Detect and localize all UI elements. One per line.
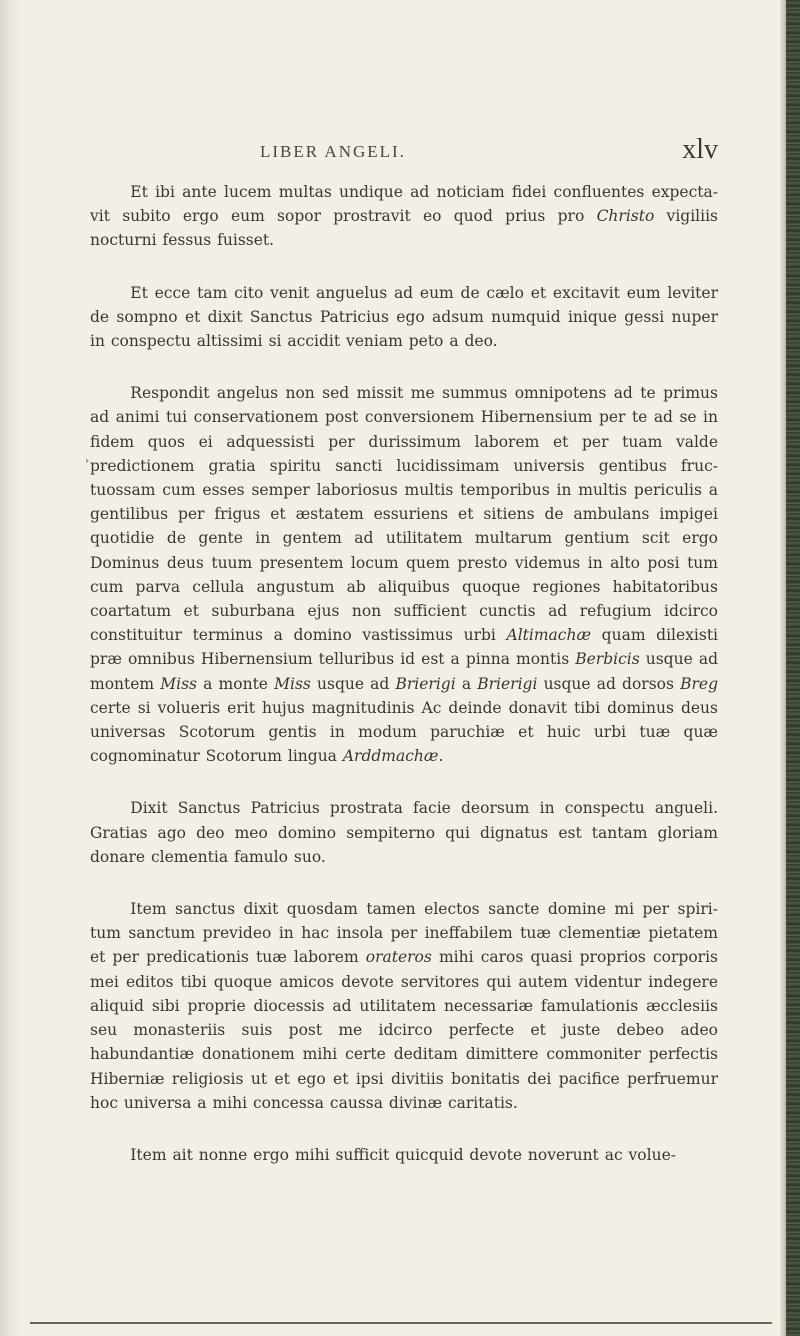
paragraph: [90, 796, 718, 869]
italic-name: Miss: [160, 674, 198, 693]
paragraph: [90, 180, 718, 253]
page-left-margin-shadow: [0, 0, 22, 1336]
text-run: Et ibi ante lucem multas undique ad noticiam fidei confluentes expectavit subito ergo eum sopor prostravit eo quod prius pro: [90, 183, 718, 226]
italic-name: Brierigi: [395, 674, 456, 693]
text-run: a: [455, 674, 478, 693]
text-run: Et ecce tam cito venit anguelus ad eum de cælo et excitavit eum leviter de sompno et dixit Sanctus Patricius ego adsum numquid inique gessi nuper in conspectu altissimi si accidit veniam peto a deo.: [90, 283, 718, 351]
text-run: vigiliis nocturni fessus fuisset.: [90, 207, 718, 250]
italic-name: Christo: [596, 207, 655, 226]
bottom-rule: [30, 1322, 772, 1324]
italic-name: Breg: [680, 674, 718, 693]
paragraph: [90, 281, 718, 354]
text-run: usque ad: [310, 674, 396, 693]
text-run: Item ait nonne ergo mihi sufficit quicquid devote noverunt ac volue-: [130, 1145, 676, 1164]
margin-mark: ›: [85, 456, 89, 467]
text-run: usque ad montem: [90, 650, 718, 693]
italic-name: Arddmachæ: [342, 747, 439, 766]
italic-name: Altimachæ: [506, 626, 592, 645]
text-run: Dixit Sanctus Patricius prostrata facie deorsum in conspectu angueli. Gratias ago deo meo domino sempiterno qui dignatus est tantam gloriam donare clementia famulo suo.: [90, 799, 718, 866]
italic-name: orateros: [365, 948, 432, 967]
italic-name: Miss: [274, 674, 311, 693]
text-run: quam dilexisti præ omnibus Hibernensium telluribus id est a pinna montis: [90, 626, 718, 669]
page-header: [90, 134, 718, 180]
italic-name: Berbicis: [575, 650, 640, 669]
text-run: usque ad dorsos: [537, 674, 681, 693]
text-run: a monte: [197, 674, 275, 693]
text-run: Respondit angelus non sed missit me summus omnipotens ad te primus ad animi tui conservationem post conversionem Hibernensium per te ad se in fidem quos ei adquessisti per durissimum laborem et per tuam valde predictionem gratia spiritu sancti lucidissimam universis gentibus fructuossam cum esses semper laboriosus multis temporibus in multis periculis a gentilibus per frigus et æstatem essuriens et sitiens de ambulans impigei quotidie de gente in gentem ad utilitatem multarum gentium scit ergo Dominus deus tuum presentem locum quem presto videmus in alto posi tum cum parva cellula angustum ab aliquibus quoque regiones habitatoribus coartatum et suburbana ejus non sufficient cunctis ad refugium idcirco constituitur terminus a domino vastissimus urbi: [90, 384, 718, 645]
text-run: mihi caros quasi proprios corporis mei editos tibi quoque amicos devote servitores qui autem videntur indegere aliquid sibi proprie diocessis ad utilitatem necessariæ famulationis æcclesiis seu monasteriis suis post me idcirco perfecte et juste debeo adeo habundantiæ donationem mihi certe deditam dimittere commoniter perfectis Hiberniæ religiosis ut et ego et ipsi divitiis bonitatis dei pacifice perfruemur hoc universa a mihi concessa caussa divinæ caritatis.: [90, 948, 718, 1112]
text-run: Item sanctus dixit quosdam tamen electos sancte domine mi per spiritum sanctum prevideo in hac insola per ineffabilem tuæ clementiæ pietatem et per predicationis tuæ laborem: [90, 900, 718, 967]
paragraph: [90, 897, 718, 1115]
page-body: [90, 134, 718, 1167]
text-run: certe si volueris erit hujus magnitudinis Ac deinde donavit tibi dominus deus universas Scotorum gentis in modum paruchiæ et huic urbi tuæ quæ cognominatur Scotorum lingua: [90, 698, 718, 766]
text-run: .: [438, 747, 444, 766]
paragraph: [90, 381, 718, 768]
running-head: LIBER ANGELI.: [260, 142, 406, 161]
paragraph: [90, 1143, 718, 1167]
italic-name: Brierigi: [477, 674, 538, 693]
page-number: xlv: [682, 134, 718, 165]
book-spine-edge: [786, 0, 800, 1336]
text-body: [90, 180, 718, 1167]
